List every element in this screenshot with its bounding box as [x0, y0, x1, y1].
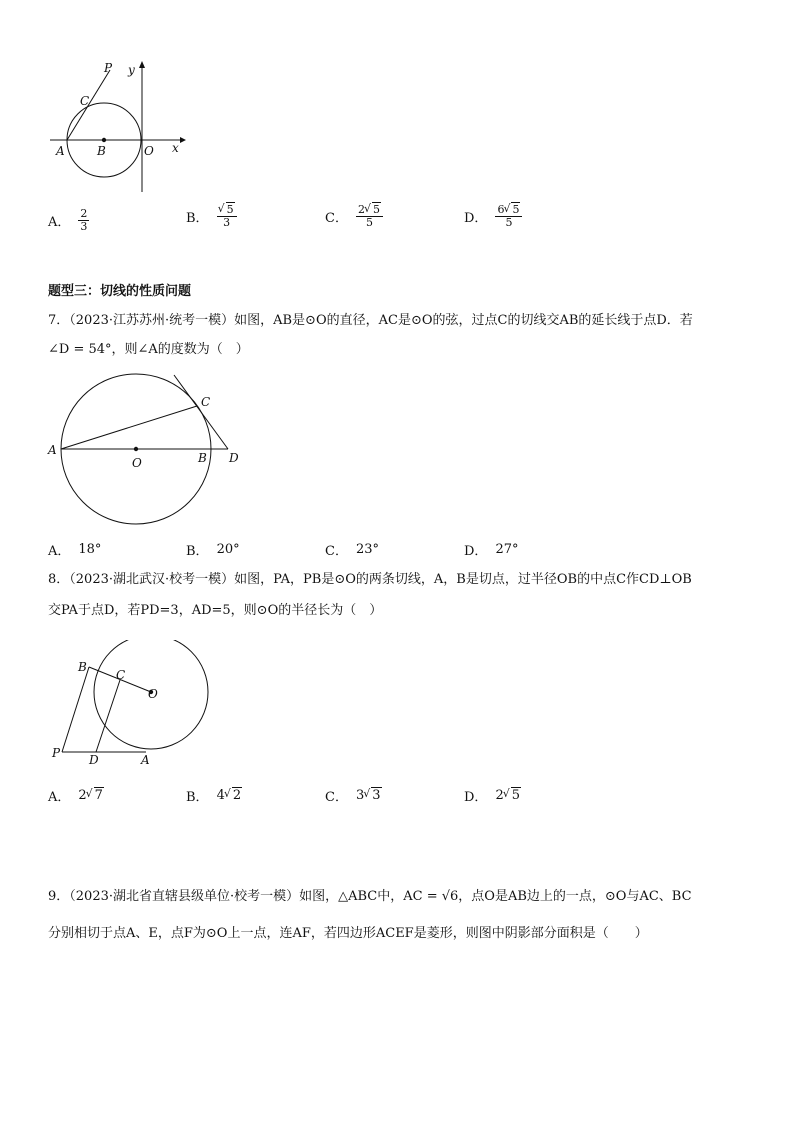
q7-text-line2: ∠D = 54°，则∠A的度数为（ ） [48, 342, 249, 357]
label-d: D [89, 753, 99, 767]
label-x: x [172, 141, 179, 155]
q8-option-c-label: C． [325, 790, 348, 805]
label-p: P [104, 61, 113, 75]
tangent-pb [62, 667, 89, 752]
q7-option-c-label: C． [325, 544, 348, 559]
q7-option-a-label: A． [48, 544, 71, 559]
q6-option-c-label: C． [325, 211, 348, 226]
q8-option-d-label: D． [464, 790, 488, 805]
label-y: y [128, 63, 135, 77]
q8-option-b-value: 4√ 2 [217, 788, 243, 803]
point-b [102, 138, 106, 142]
q7-option-b-label: B． [186, 544, 209, 559]
q6-option-a[interactable] [48, 208, 89, 233]
q8-option-c-value: 3√ 3 [356, 788, 382, 803]
q6-figure [44, 58, 194, 198]
label-b: B [78, 660, 87, 674]
q8-text-line2: 交PA于点D，若PD=3，AD=5，则⊙O的半径长为（ ） [48, 603, 383, 618]
label-c: C [116, 668, 126, 682]
q6-option-c-value: $\frac{2√ 5}{5}$ [356, 204, 383, 229]
section-title: 题型三：切线的性质问题 [48, 284, 192, 299]
q8-option-a[interactable] [48, 786, 104, 805]
chord-ac [61, 406, 197, 449]
q8-option-d-value: 2√ 5 [495, 788, 521, 803]
q6-option-d-label: D． [464, 211, 488, 226]
q6-option-a-value: $\frac{2}{3}$ [80, 207, 88, 233]
label-o: O [148, 687, 158, 701]
tangent-cd [174, 375, 228, 449]
label-b: B [97, 144, 106, 158]
q6-option-b-value: √ $\frac{5}{3}$ [217, 204, 237, 229]
q9-text-line1: 9．（2023·湖北省直辖县级单位·校考一模）如图，△ABC中，AC = √6，点O是AB边上的一点，⊙O与AC、BC [48, 889, 692, 904]
label-b: B [198, 451, 207, 465]
q7-option-b[interactable] [186, 540, 240, 559]
q6-option-b[interactable] [186, 204, 237, 229]
label-o: O [132, 456, 142, 470]
label-p: P [52, 746, 61, 760]
q7-option-d-value: 27° [495, 542, 519, 557]
q6-option-d-value: $\frac{6√ 5}{5}$ [495, 204, 522, 229]
label-o: O [144, 144, 154, 158]
q7-option-d-label: D． [464, 544, 488, 559]
q6-option-b-label: B． [186, 211, 209, 226]
y-axis-arrow [139, 61, 145, 68]
q8-text-line1: 8．（2023·湖北武汉·校考一模）如图，PA，PB是⊙O的两条切线，A，B是切点，过半径OB的中点C作CD⊥OB [48, 572, 692, 587]
q6-option-c[interactable] [325, 204, 383, 229]
label-c: C [80, 94, 90, 108]
q8-figure [48, 640, 218, 770]
q8-option-c[interactable] [325, 786, 382, 805]
q9-text-line2: 分别相切于点A、E，点F为⊙O上一点，连AF，若四边形ACEF是菱形，则图中阴影部分面积是（ ） [48, 926, 648, 941]
q7-option-b-value: 20° [216, 542, 240, 557]
q7-option-c[interactable] [325, 540, 379, 559]
q6-option-a-label: A． [48, 215, 71, 230]
label-a: A [56, 144, 65, 158]
label-a: A [48, 443, 57, 457]
q7-text-line1: 7．（2023·江苏苏州·统考一模）如图，AB是⊙O的直径，AC是⊙O的弦，过点C的切线交AB的延长线于点D．若 [48, 313, 693, 328]
q8-option-b-label: B． [186, 790, 209, 805]
x-axis-arrow [180, 137, 186, 143]
q8-option-b[interactable] [186, 786, 242, 805]
label-a: A [141, 753, 150, 767]
q7-option-a[interactable] [48, 540, 101, 559]
q8-option-a-value: 2√ 7 [78, 788, 104, 803]
q7-option-c-value: 23° [355, 542, 379, 557]
label-d: D [229, 451, 239, 465]
q7-figure [44, 370, 254, 540]
q8-option-a-label: A． [48, 790, 71, 805]
q6-option-d[interactable] [464, 204, 522, 229]
q7-option-d[interactable] [464, 540, 518, 559]
point-o [134, 447, 138, 451]
label-c: C [201, 395, 211, 409]
q7-option-a-value: 18° [78, 542, 102, 557]
q8-option-d[interactable] [464, 786, 521, 805]
